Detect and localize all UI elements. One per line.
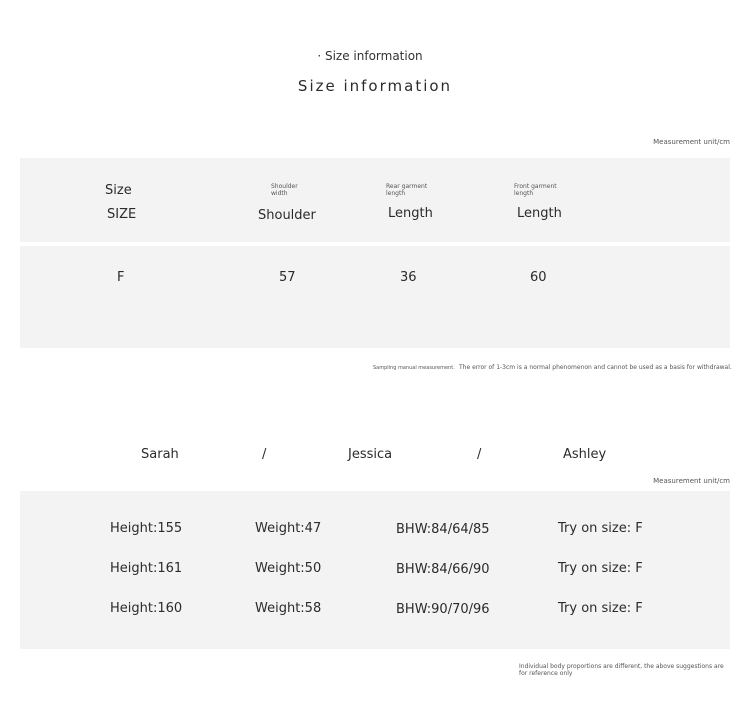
model-try-size: Try on size: F xyxy=(558,601,643,616)
model-name-jessica: Jessica xyxy=(348,447,393,462)
models-footnote: Individual body proportions are different, the above suggestions are for reference only xyxy=(519,663,724,677)
size-column-label: SIZE xyxy=(107,207,137,222)
model-height: Height:160 xyxy=(110,601,183,616)
size-table-header-panel xyxy=(20,158,730,242)
shoulder-column-subtitle: Shoulder width xyxy=(271,183,298,197)
rear-length-column-label: Length xyxy=(388,206,433,221)
front-length-column-label: Length xyxy=(517,206,562,221)
size-table-body-panel xyxy=(20,246,730,348)
size-value: F xyxy=(117,270,125,285)
model-name-sarah: Sarah xyxy=(141,447,179,462)
size-footnote-left: Sampling manual measurement. xyxy=(373,365,455,371)
size-column-title: Size xyxy=(105,183,132,198)
rear-length-value: 36 xyxy=(400,270,417,285)
front-length-value: 60 xyxy=(530,270,547,285)
models-panel xyxy=(20,491,730,649)
model-bhw: BHW:84/64/85 xyxy=(396,522,490,537)
shoulder-value: 57 xyxy=(279,270,296,285)
model-bhw: BHW:90/70/96 xyxy=(396,602,490,617)
model-try-size: Try on size: F xyxy=(558,521,643,536)
model-weight: Weight:50 xyxy=(255,561,322,576)
model-try-size: Try on size: F xyxy=(558,561,643,576)
model-name-separator: / xyxy=(477,447,482,462)
model-bhw: BHW:84/66/90 xyxy=(396,562,490,577)
front-length-column-subtitle: Front garment length xyxy=(514,183,557,197)
size-table-unit-note: Measurement unit/cm xyxy=(653,138,730,146)
model-height: Height:161 xyxy=(110,561,183,576)
rear-length-column-subtitle: Rear garment length xyxy=(386,183,428,197)
page-title: Size information xyxy=(297,77,453,95)
size-footnote-right: The error of 1-3cm is a normal phenomenon and cannot be used as a basis for withdrawal. xyxy=(459,364,732,371)
model-height: Height:155 xyxy=(110,521,183,536)
models-unit-note: Measurement unit/cm xyxy=(653,477,730,485)
shoulder-column-label: Shoulder xyxy=(258,208,316,223)
model-weight: Weight:58 xyxy=(255,601,322,616)
model-name-separator: / xyxy=(262,447,267,462)
model-name-ashley: Ashley xyxy=(563,447,607,462)
model-weight: Weight:47 xyxy=(255,521,322,536)
section-kicker: · Size information xyxy=(317,49,423,63)
